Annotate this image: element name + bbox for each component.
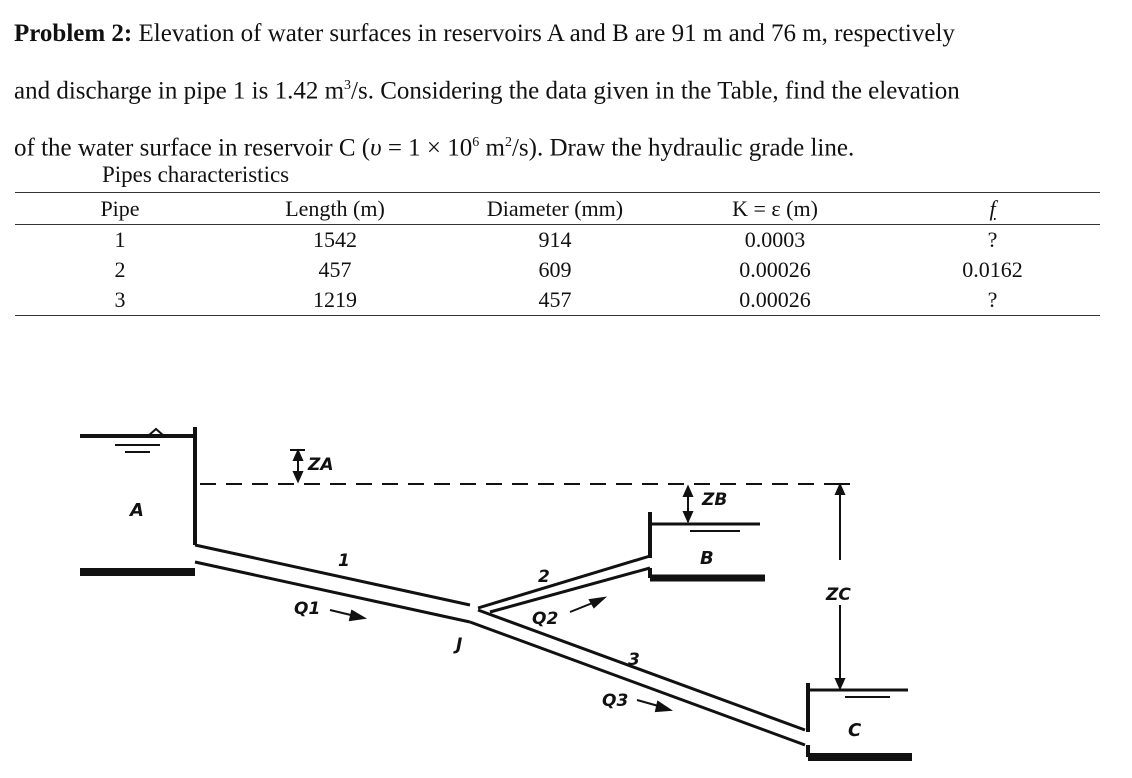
label-junction: J — [456, 635, 463, 655]
header-roughness: K = ε (m) — [665, 193, 885, 225]
label-pipe-1: 1 — [338, 551, 350, 571]
label-q1: Q1 — [294, 599, 321, 619]
cell-diameter: 609 — [538, 257, 572, 282]
pipe-2 — [478, 556, 650, 612]
cell-pipe: 2 — [114, 257, 126, 282]
pipe-3 — [470, 610, 805, 745]
label-pipe-3: 3 — [628, 650, 640, 670]
problem-line-3a: of the water surface in reservoir C ( — [14, 134, 371, 162]
table-caption: Pipes characteristics — [102, 162, 290, 187]
label-reservoir-c: C — [848, 720, 862, 741]
cell-length: 1542 — [313, 227, 357, 252]
cell-length: 457 — [318, 257, 352, 282]
za-dimension — [290, 450, 305, 481]
label-za: ZA — [308, 455, 334, 475]
problem-line-1: Elevation of water surfaces in reservoirs A and B are 91 m and 76 m, respectively — [138, 20, 955, 47]
problem-line-3b: = 1 × 10 — [381, 134, 473, 162]
problem-line-2a: and discharge in pipe 1 is 1.42 m — [14, 77, 345, 105]
header-length: Length (m) — [225, 193, 445, 225]
cell-pipe: 1 — [114, 227, 126, 252]
label-q3: Q3 — [602, 691, 629, 711]
viscosity-symbol: υ — [370, 134, 382, 162]
label-pipe-2: 2 — [538, 567, 550, 587]
header-diameter: Diameter (mm) — [445, 193, 665, 225]
label-zc: ZC — [826, 585, 851, 605]
label-reservoir-a: A — [130, 500, 144, 521]
zb-dimension — [684, 487, 692, 522]
header-pipe: Pipe — [15, 193, 225, 225]
cell-roughness: 0.0003 — [744, 227, 806, 252]
cell-diameter: 457 — [445, 285, 665, 316]
label-zb: ZB — [702, 490, 728, 510]
problem-line-2b: /s. Considering the data given in the Table, find the elevation — [351, 77, 960, 105]
unit-exponent-2: 2 — [504, 135, 512, 151]
cell-friction-factor: ? — [987, 227, 998, 252]
unit-exponent-3: 3 — [344, 78, 352, 93]
problem-heading: Problem 2: — [14, 20, 133, 47]
viscosity-exponent: 6 — [472, 135, 480, 151]
problem-line-3d: /s). Draw the hydraulic grade line. — [511, 134, 855, 162]
cell-friction-factor: 0.0162 — [962, 257, 1023, 282]
label-q2: Q2 — [532, 609, 559, 629]
header-friction-factor: f — [885, 193, 1100, 225]
cell-length: 1219 — [225, 285, 445, 316]
problem-line-3c: m — [479, 134, 505, 162]
cell-friction-factor: ? — [885, 285, 1100, 316]
cell-pipe: 3 — [15, 285, 225, 316]
label-reservoir-b: B — [700, 548, 714, 569]
cell-roughness: 0.00026 — [665, 285, 885, 316]
cell-roughness: 0.00026 — [739, 257, 811, 282]
cell-diameter: 914 — [538, 227, 572, 252]
